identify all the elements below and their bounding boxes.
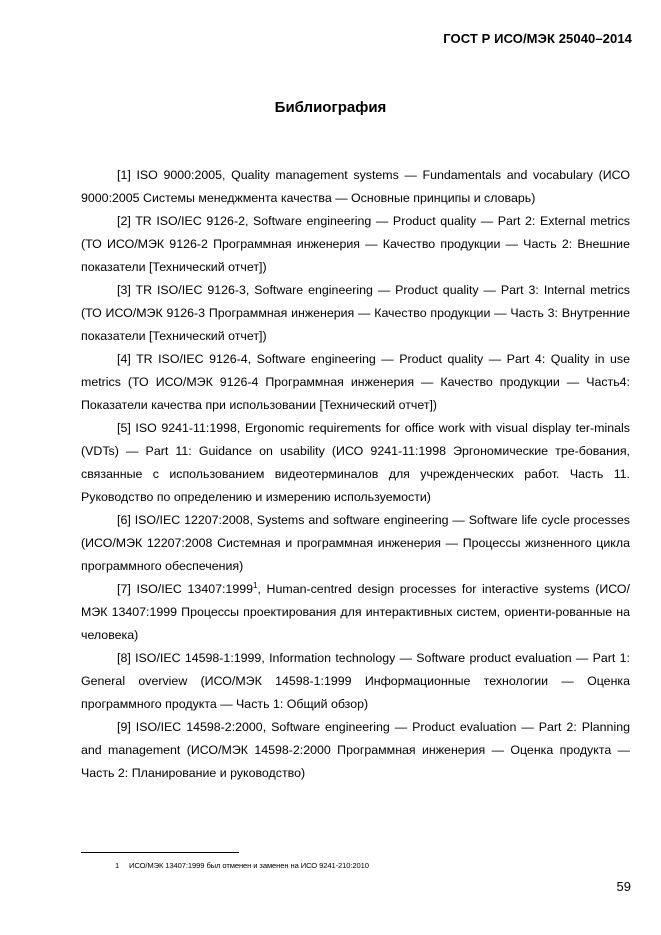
entry-text: TR ISO/IEC 9126-2, Software engineering — Product quality — Part 2: External metrics (ТО ИСО/МЭК 9126-2 Программная инженерия — Качество продукции — Часть 2: Внешние показатели [Технический отчет]): [81, 214, 630, 274]
bibliography-entry: [81, 417, 630, 509]
entry-number: [8]: [117, 651, 131, 665]
bibliography-entry: [81, 164, 630, 210]
entry-number: [1]: [117, 168, 131, 182]
entry-number: [5]: [117, 421, 131, 435]
footnote-number: 1: [115, 861, 120, 870]
entry-text: ISO/IEC 12207:2008, Systems and software engineering — Software life cycle processes (ИСО/МЭК 12207:2008 Системная и программная инженерия — Процессы жизненного цикла программного обеспечения): [81, 513, 630, 573]
bibliography-entry: [81, 578, 630, 647]
footnote-text: ИСО/МЭК 13407:1999 был отменен и заменен на ИСО 9241-210:2010: [129, 861, 369, 870]
entry-number: [2]: [117, 214, 131, 228]
bibliography-entry: [81, 509, 630, 578]
entry-code: ISO/IEC 13407:1999: [136, 582, 253, 596]
bibliography-entry: [81, 348, 630, 417]
footnote: [115, 861, 369, 870]
entry-number: [3]: [117, 283, 131, 297]
footnote-reference: 1: [253, 580, 258, 590]
entry-text: TR ISO/IEC 9126-4, Software engineering — Product quality — Part 4: Quality in use metrics (ТО ИСО/МЭК 9126-4 Программная инженерия — Качество продукции — Часть4: Показатели качества при использовании [Технический отчет]): [81, 352, 631, 412]
entry-number: [7]: [117, 582, 131, 596]
entry-text: ISO/IEC 14598-1:1999, Information technology — Software product evaluation — Part 1: General overview (ИСО/МЭК 14598-1:1999 Информационные технологии — Оценка программного продукта — Часть 1: Общий обзор): [81, 651, 630, 711]
page-title: Библиография: [274, 99, 387, 116]
bibliography-entry: [81, 279, 630, 348]
page-number: 59: [616, 879, 631, 894]
footnote-divider: [81, 852, 239, 853]
entry-text: ISO 9241-11:1998, Ergonomic requirements for office work with visual display ter-minals (VDTs) — Part 11: Guidance on usability (ИСО 9241-11:1998 Эргономические тре-бования, связанные с использованием видеотерминалов для учрежденческих работ. Часть 11. Руководство по определению и измерению используемости): [81, 421, 630, 504]
page-header-standard-code: ГОСТ Р ИСО/МЭК 25040–2014: [443, 31, 632, 46]
bibliography-entry: [81, 647, 630, 716]
entry-text: TR ISO/IEC 9126-3, Software engineering — Product quality — Part 3: Internal metrics (ТО ИСО/МЭК 9126-3 Программная инженерия — Качество продукции — Часть 3: Внутренние показатели [Технический отчет]): [81, 283, 631, 343]
entry-number: [4]: [117, 352, 131, 366]
entry-number: [9]: [117, 720, 131, 734]
bibliography-entry: [81, 716, 630, 785]
entry-number: [6]: [117, 513, 131, 527]
entry-text: ISO/IEC 14598-2:2000, Software engineering — Product evaluation — Part 2: Planning and management (ИСО/МЭК 14598-2:2000 Программная инженерия — Оценка продукта — Часть 2: Планирование и руководство): [81, 720, 630, 780]
bibliography-entry: [81, 210, 630, 279]
entry-text: ISO 9000:2005, Quality management systems — Fundamentals and vocabulary (ИСО 9000:2005 Системы менеджмента качества — Основные принципы и словарь): [81, 168, 630, 205]
bibliography-list: [81, 164, 630, 785]
entry-text: , Human-centred design processes for interactive systems (ИСО/МЭК 13407:1999 Процессы проектирования для интерактивных систем, ориенти-рованные на человека): [81, 582, 630, 642]
